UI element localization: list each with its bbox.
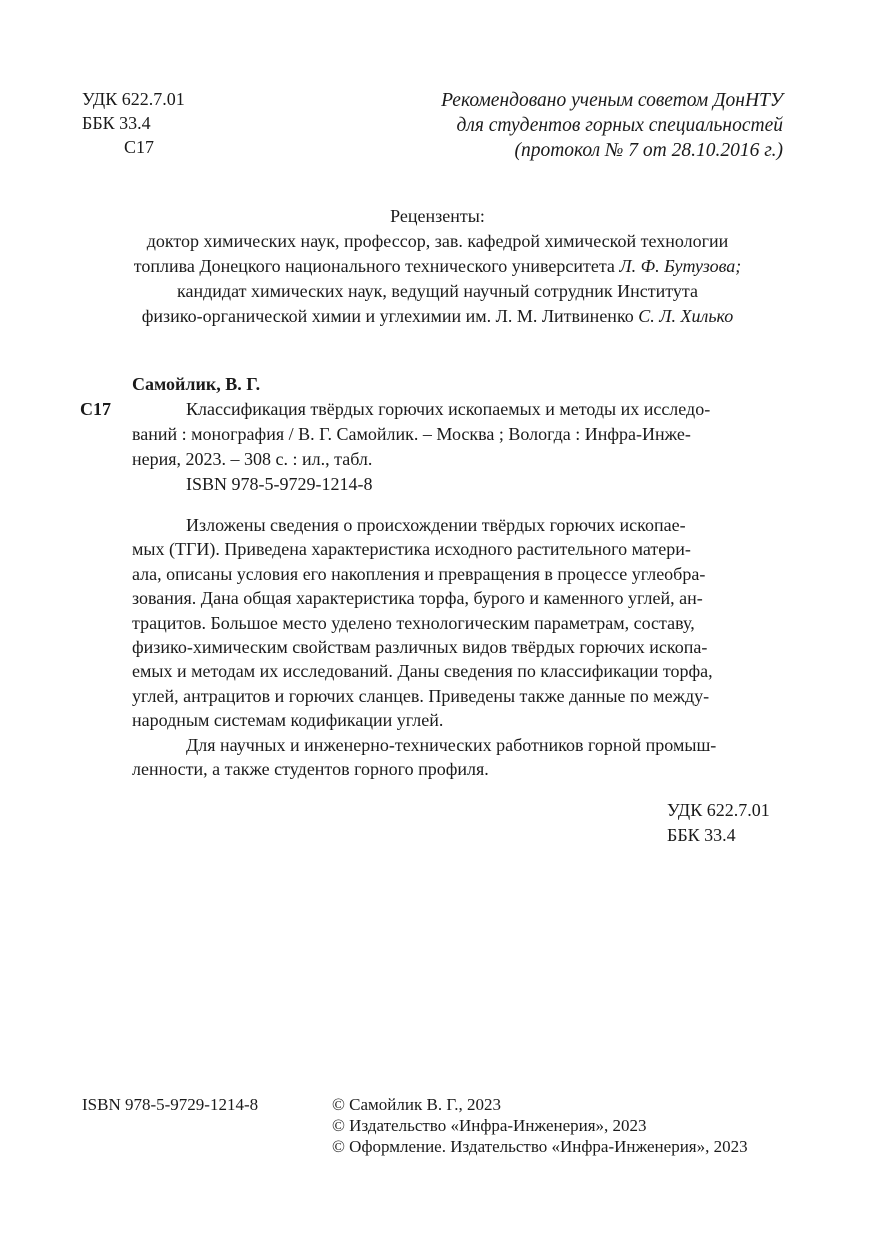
catalog-code: С17: [80, 399, 111, 419]
udk-code: УДК 622.7.01: [82, 89, 185, 109]
reviewer-name: Л. Ф. Бутузова;: [619, 256, 742, 276]
udk-code: УДК 622.7.01: [667, 800, 770, 820]
copyright-line: © Оформление. Издательство «Инфра-Инженерия», 2023: [332, 1137, 748, 1156]
bbk-code: ББК 33.4: [667, 825, 736, 845]
reviewer-line: кандидат химических наук, ведущий научный сотрудник Института: [177, 281, 698, 301]
catalog-description: [132, 397, 795, 497]
reviewer-name: С. Л. Хилько: [638, 306, 734, 326]
annotation-line: трацитов. Большое место уделено технологическим параметрам, составу,: [132, 612, 695, 633]
reviewers-block: [0, 204, 875, 329]
recommendation-block: [441, 88, 783, 163]
catalog-author: Самойлик, В. Г.: [132, 374, 261, 394]
author-mark: С17: [124, 137, 155, 157]
catalog-line: Классификация твёрдых горючих ископаемых и методы их исследо-: [186, 399, 711, 419]
copyright-block: [332, 1094, 748, 1157]
annotation-block: [132, 513, 795, 781]
annotation-line: зования. Дана общая характеристика торфа, бурого и каменного углей, ан-: [132, 588, 703, 609]
recommendation-line: (протокол № 7 от 28.10.2016 г.): [514, 140, 783, 161]
annotation-line: ленности, а также студентов горного профиля.: [132, 759, 489, 780]
closing-codes: [667, 798, 770, 848]
reviewer-line: доктор химических наук, профессор, зав. кафедрой химической технологии: [146, 231, 729, 251]
reviewer-line: [0, 254, 875, 279]
annotation-line: мых (ТГИ). Приведена характеристика исходного растительного матери-: [132, 539, 691, 560]
annotation-line: углей, антрацитов и горючих сланцев. Приведены также данные по между-: [132, 685, 710, 706]
catalog-isbn: ISBN 978-5-9729-1214-8: [186, 474, 373, 494]
reviewer-affiliation: топлива Донецкого национального технического университета: [133, 256, 620, 276]
reviewer-affiliation: физико-органической химии и углехимии им. Л. М. Литвиненко: [141, 306, 639, 326]
copyright-line: © Издательство «Инфра-Инженерия», 2023: [332, 1116, 647, 1135]
footer-isbn: ISBN 978-5-9729-1214-8: [82, 1095, 259, 1114]
bbk-code: ББК 33.4: [82, 113, 151, 133]
catalog-line: нерия, 2023. – 308 с. : ил., табл.: [132, 449, 373, 469]
copyright-line: © Самойлик В. Г., 2023: [332, 1095, 501, 1114]
classification-codes: [82, 87, 185, 159]
annotation-line: Изложены сведения о происхождении твёрдых горючих ископае-: [186, 515, 686, 535]
recommendation-line: для студентов горных специальностей: [456, 115, 783, 136]
annotation-line: Для научных и инженерно-технических работников горной промыш-: [186, 734, 717, 755]
recommendation-line: Рекомендовано ученым советом ДонНТУ: [441, 90, 783, 111]
annotation-line: ала, описаны условия его накопления и превращения в процессе углеобра-: [132, 563, 706, 584]
annotation-line: физико-химическим свойствам различных видов твёрдых горючих ископа-: [132, 637, 708, 658]
reviewer-line: [0, 304, 875, 329]
catalog-line: ваний : монография / В. Г. Самойлик. – Москва ; Вологда : Инфра-Инже-: [132, 424, 691, 444]
annotation-line: народным системам кодификации углей.: [132, 710, 444, 731]
annotation-line: емых и методам их исследований. Даны сведения по классификации торфа,: [132, 661, 713, 682]
reviewers-heading: Рецензенты:: [390, 206, 485, 226]
